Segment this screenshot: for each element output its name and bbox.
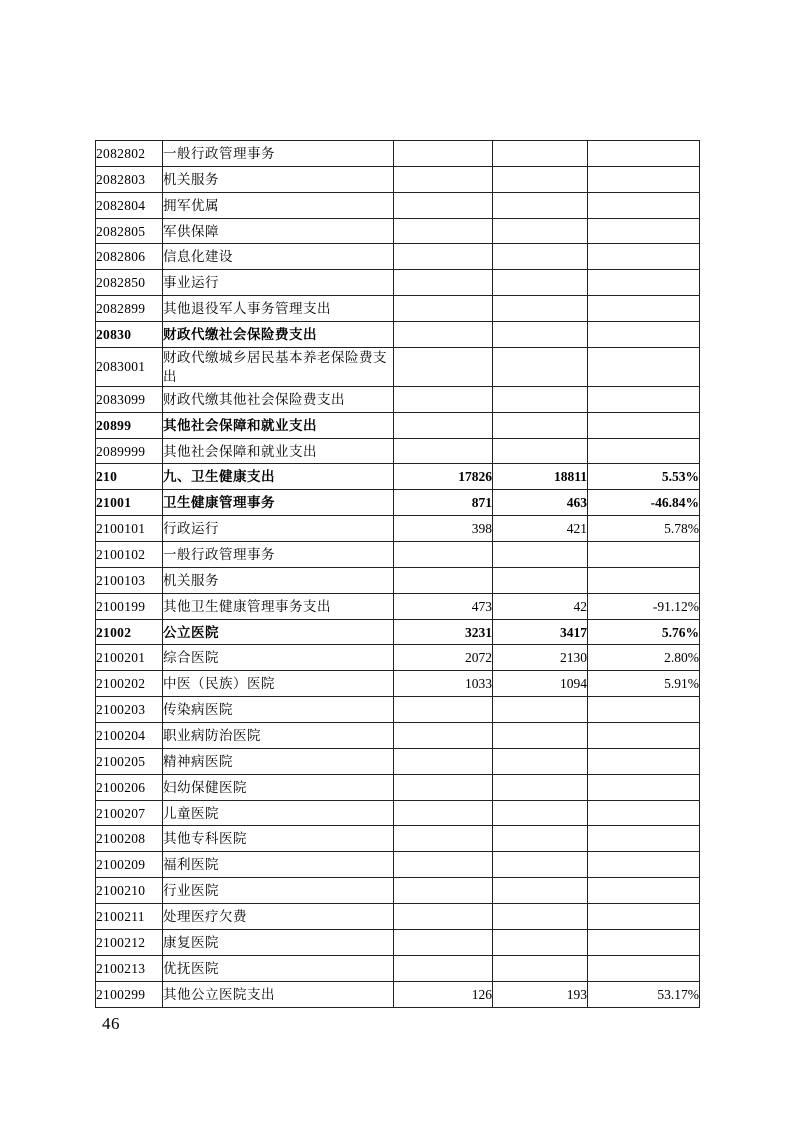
value2-cell	[493, 542, 588, 568]
value2-cell	[493, 904, 588, 930]
value1-cell	[394, 192, 493, 218]
table-row	[96, 270, 700, 296]
code-cell: 20830	[96, 322, 163, 348]
code-cell: 2083001	[96, 347, 163, 386]
pct-cell: -91.12%	[588, 593, 700, 619]
name-cell: 其他社会保障和就业支出	[163, 438, 394, 464]
value1-cell: 17826	[394, 464, 493, 490]
pct-cell	[588, 955, 700, 981]
code-cell: 2082802	[96, 141, 163, 167]
table-row	[96, 166, 700, 192]
pct-cell: 5.53%	[588, 464, 700, 490]
value1-cell	[394, 347, 493, 386]
value1-cell: 1033	[394, 671, 493, 697]
code-cell: 2100204	[96, 723, 163, 749]
name-cell: 福利医院	[163, 852, 394, 878]
name-cell: 军供保障	[163, 218, 394, 244]
name-cell: 其他退役军人事务管理支出	[163, 296, 394, 322]
value2-cell: 421	[493, 516, 588, 542]
table-row	[96, 322, 700, 348]
name-cell: 卫生健康管理事务	[163, 490, 394, 516]
code-cell: 2100207	[96, 800, 163, 826]
code-cell: 2100211	[96, 904, 163, 930]
value1-cell	[394, 322, 493, 348]
pct-cell	[588, 244, 700, 270]
code-cell: 2082806	[96, 244, 163, 270]
code-cell: 20899	[96, 412, 163, 438]
value1-cell	[394, 386, 493, 412]
value2-cell: 18811	[493, 464, 588, 490]
value2-cell	[493, 141, 588, 167]
table-row	[96, 438, 700, 464]
value1-cell	[394, 723, 493, 749]
value2-cell	[493, 567, 588, 593]
value2-cell	[493, 438, 588, 464]
table-row	[96, 296, 700, 322]
table-row	[96, 852, 700, 878]
pct-cell: 5.78%	[588, 516, 700, 542]
name-cell: 优抚医院	[163, 955, 394, 981]
budget-table-body	[96, 141, 700, 1008]
table-row	[96, 141, 700, 167]
pct-cell: 53.17%	[588, 981, 700, 1007]
value1-cell: 871	[394, 490, 493, 516]
value1-cell	[394, 904, 493, 930]
table-row	[96, 929, 700, 955]
value2-cell	[493, 412, 588, 438]
table-row	[96, 490, 700, 516]
pct-cell: 5.91%	[588, 671, 700, 697]
pct-cell	[588, 141, 700, 167]
pct-cell: 2.80%	[588, 645, 700, 671]
value1-cell	[394, 567, 493, 593]
value2-cell: 193	[493, 981, 588, 1007]
name-cell: 其他社会保障和就业支出	[163, 412, 394, 438]
code-cell: 2100102	[96, 542, 163, 568]
table-row	[96, 981, 700, 1007]
name-cell: 行政运行	[163, 516, 394, 542]
pct-cell	[588, 800, 700, 826]
value2-cell	[493, 244, 588, 270]
pct-cell	[588, 386, 700, 412]
value1-cell	[394, 296, 493, 322]
code-cell: 210	[96, 464, 163, 490]
code-cell: 2082805	[96, 218, 163, 244]
table-row	[96, 386, 700, 412]
code-cell: 2100299	[96, 981, 163, 1007]
table-row	[96, 244, 700, 270]
pct-cell	[588, 322, 700, 348]
code-cell: 2100202	[96, 671, 163, 697]
table-row	[96, 464, 700, 490]
name-cell: 一般行政管理事务	[163, 141, 394, 167]
pct-cell: -46.84%	[588, 490, 700, 516]
code-cell: 2100210	[96, 878, 163, 904]
pct-cell	[588, 929, 700, 955]
value2-cell	[493, 852, 588, 878]
value1-cell	[394, 800, 493, 826]
value2-cell	[493, 955, 588, 981]
value2-cell	[493, 774, 588, 800]
name-cell: 康复医院	[163, 929, 394, 955]
value2-cell	[493, 697, 588, 723]
code-cell: 2082803	[96, 166, 163, 192]
value1-cell	[394, 826, 493, 852]
name-cell: 机关服务	[163, 567, 394, 593]
table-row	[96, 697, 700, 723]
code-cell: 21002	[96, 619, 163, 645]
name-cell: 行业医院	[163, 878, 394, 904]
table-row	[96, 826, 700, 852]
code-cell: 2100213	[96, 955, 163, 981]
value2-cell: 2130	[493, 645, 588, 671]
value1-cell	[394, 542, 493, 568]
table-row	[96, 412, 700, 438]
pct-cell	[588, 438, 700, 464]
name-cell: 综合医院	[163, 645, 394, 671]
table-row	[96, 516, 700, 542]
value2-cell	[493, 826, 588, 852]
value1-cell	[394, 270, 493, 296]
value1-cell	[394, 748, 493, 774]
value2-cell	[493, 296, 588, 322]
value1-cell	[394, 141, 493, 167]
value1-cell	[394, 955, 493, 981]
table-row	[96, 904, 700, 930]
name-cell: 公立医院	[163, 619, 394, 645]
name-cell: 财政代缴其他社会保险费支出	[163, 386, 394, 412]
table-row	[96, 955, 700, 981]
budget-table	[95, 140, 700, 1008]
name-cell: 拥军优属	[163, 192, 394, 218]
pct-cell	[588, 542, 700, 568]
value2-cell	[493, 386, 588, 412]
name-cell: 儿童医院	[163, 800, 394, 826]
value2-cell: 42	[493, 593, 588, 619]
table-row	[96, 723, 700, 749]
value1-cell	[394, 774, 493, 800]
pct-cell	[588, 723, 700, 749]
value1-cell: 473	[394, 593, 493, 619]
value1-cell	[394, 218, 493, 244]
code-cell: 21001	[96, 490, 163, 516]
pct-cell: 5.76%	[588, 619, 700, 645]
table-row	[96, 218, 700, 244]
code-cell: 2100209	[96, 852, 163, 878]
value2-cell	[493, 322, 588, 348]
value1-cell	[394, 412, 493, 438]
pct-cell	[588, 748, 700, 774]
name-cell: 传染病医院	[163, 697, 394, 723]
value1-cell: 126	[394, 981, 493, 1007]
table-row	[96, 619, 700, 645]
table-row	[96, 593, 700, 619]
value2-cell	[493, 192, 588, 218]
table-row	[96, 748, 700, 774]
value2-cell: 1094	[493, 671, 588, 697]
value2-cell	[493, 929, 588, 955]
pct-cell	[588, 412, 700, 438]
code-cell: 2082899	[96, 296, 163, 322]
value2-cell: 3417	[493, 619, 588, 645]
pct-cell	[588, 270, 700, 296]
code-cell: 2083099	[96, 386, 163, 412]
pct-cell	[588, 192, 700, 218]
table-row	[96, 878, 700, 904]
code-cell: 2100206	[96, 774, 163, 800]
table-row	[96, 347, 700, 386]
pct-cell	[588, 296, 700, 322]
name-cell: 其他专科医院	[163, 826, 394, 852]
pct-cell	[588, 878, 700, 904]
name-cell: 职业病防治医院	[163, 723, 394, 749]
pct-cell	[588, 697, 700, 723]
pct-cell	[588, 166, 700, 192]
value2-cell: 463	[493, 490, 588, 516]
pct-cell	[588, 774, 700, 800]
value1-cell	[394, 697, 493, 723]
value2-cell	[493, 270, 588, 296]
code-cell: 2100208	[96, 826, 163, 852]
value1-cell: 3231	[394, 619, 493, 645]
value1-cell	[394, 166, 493, 192]
page-number: 46	[102, 1014, 120, 1033]
pct-cell	[588, 904, 700, 930]
table-row	[96, 671, 700, 697]
code-cell: 2100212	[96, 929, 163, 955]
name-cell: 妇幼保健医院	[163, 774, 394, 800]
name-cell: 处理医疗欠费	[163, 904, 394, 930]
pct-cell	[588, 567, 700, 593]
code-cell: 2100101	[96, 516, 163, 542]
value2-cell	[493, 748, 588, 774]
table-row	[96, 542, 700, 568]
value1-cell	[394, 929, 493, 955]
code-cell: 2082850	[96, 270, 163, 296]
pct-cell	[588, 852, 700, 878]
name-cell: 中医（民族）医院	[163, 671, 394, 697]
value2-cell	[493, 723, 588, 749]
table-row	[96, 774, 700, 800]
name-cell: 机关服务	[163, 166, 394, 192]
code-cell: 2100199	[96, 593, 163, 619]
table-row	[96, 800, 700, 826]
value1-cell	[394, 878, 493, 904]
pct-cell	[588, 826, 700, 852]
name-cell: 精神病医院	[163, 748, 394, 774]
value1-cell	[394, 244, 493, 270]
name-cell: 九、卫生健康支出	[163, 464, 394, 490]
value2-cell	[493, 166, 588, 192]
value2-cell	[493, 800, 588, 826]
name-cell: 财政代缴城乡居民基本养老保险费支出	[163, 347, 394, 386]
value2-cell	[493, 347, 588, 386]
value1-cell	[394, 852, 493, 878]
table-row	[96, 645, 700, 671]
code-cell: 2100103	[96, 567, 163, 593]
table-row	[96, 192, 700, 218]
code-cell: 2100201	[96, 645, 163, 671]
value1-cell	[394, 438, 493, 464]
code-cell: 2100205	[96, 748, 163, 774]
value1-cell: 2072	[394, 645, 493, 671]
code-cell: 2100203	[96, 697, 163, 723]
name-cell: 事业运行	[163, 270, 394, 296]
code-cell: 2082804	[96, 192, 163, 218]
name-cell: 其他公立医院支出	[163, 981, 394, 1007]
pct-cell	[588, 347, 700, 386]
value2-cell	[493, 218, 588, 244]
name-cell: 一般行政管理事务	[163, 542, 394, 568]
code-cell: 2089999	[96, 438, 163, 464]
value1-cell: 398	[394, 516, 493, 542]
name-cell: 财政代缴社会保险费支出	[163, 322, 394, 348]
name-cell: 其他卫生健康管理事务支出	[163, 593, 394, 619]
table-row	[96, 567, 700, 593]
value2-cell	[493, 878, 588, 904]
name-cell: 信息化建设	[163, 244, 394, 270]
pct-cell	[588, 218, 700, 244]
